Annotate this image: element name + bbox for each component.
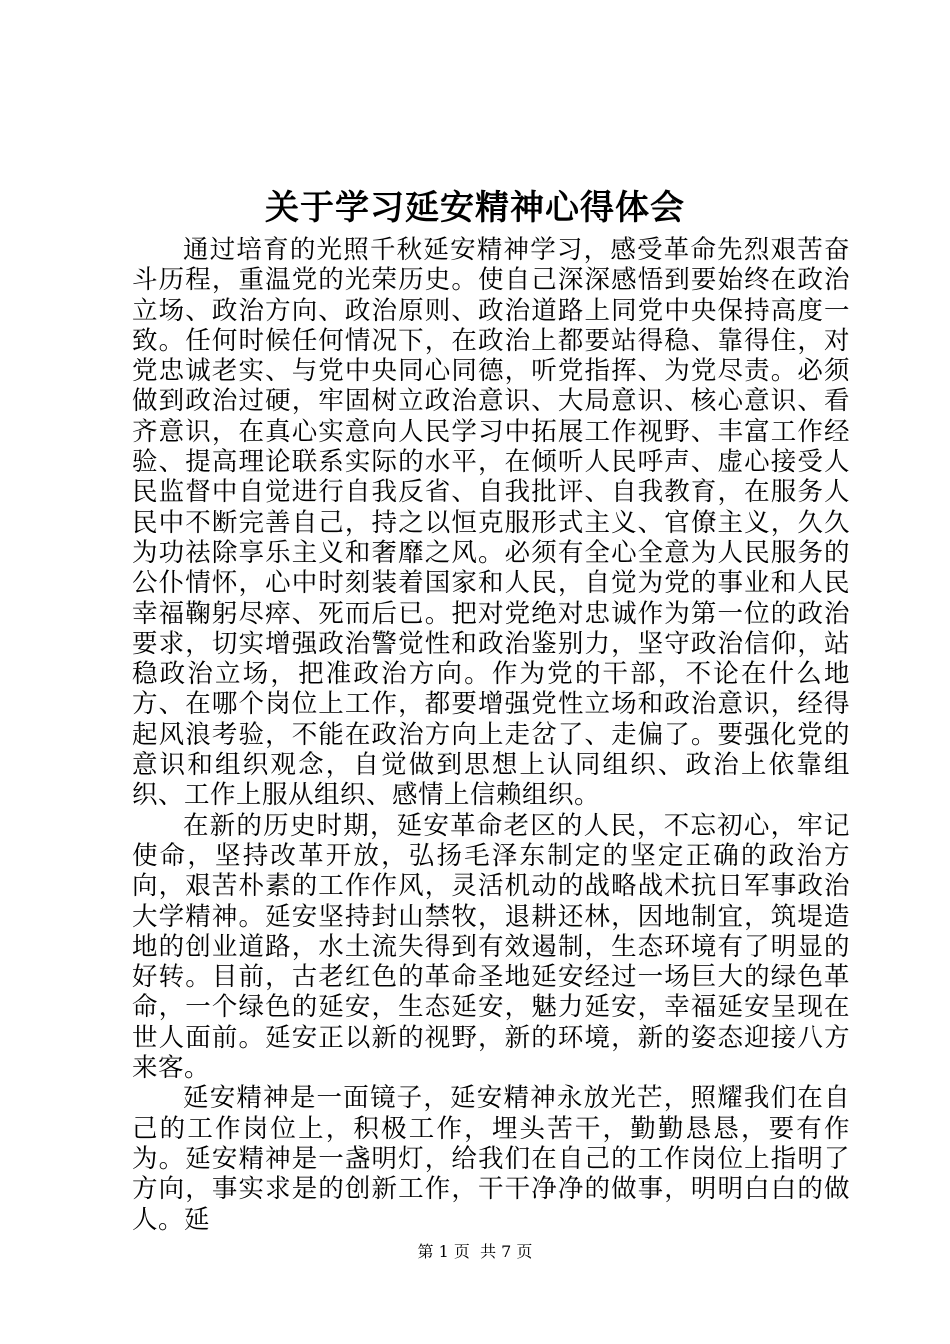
document-title: 关于学习延安精神心得体会 [265,188,685,228]
paragraph-2: 在新的历史时期，延安革命老区的人民，不忘初心，牢记使命，坚持改革开放，弘扬毛泽东制定的坚定正确的政治方向，艰苦朴素的工作作风，灵活机动的战略战术抗日军事政治大学精神。延安坚持封山禁牧，退耕还林，因地制宜，筑堤造地的创业道路，水土流失得到有效遏制，生态环境有了明显的好转。目前，古老红色的革命圣地延安经过一场巨大的绿色革命，一个绿色的延安，生态延安，魅力延安，幸福延安呈现在世人面前。延安正以新的视野，新的环境，新的姿态迎接八方来客。 [132,810,850,1084]
paragraph-3: 延安精神是一面镜子，延安精神永放光芒，照耀我们在自己的工作岗位上，积极工作，埋头苦干，勤勤恳恳，要有作为。延安精神是一盏明灯，给我们在自己的工作岗位上指明了方向，事实求是的创新工作，干干净净的做事，明明白白的做人。延 [132,1083,850,1235]
page-number-label: 第 1 页 共 7 页 [417,1242,533,1261]
paragraph-1: 通过培育的光照千秋延安精神学习，感受革命先烈艰苦奋斗历程，重温党的光荣历史。使自己深深感悟到要始终在政治立场、政治方向、政治原则、政治道路上同党中央保持高度一致。任何时候任何情况下，在政治上都要站得稳、靠得住，对党忠诚老实、与党中央同心同德，听党指挥、为党尽责。必须做到政治过硬，牢固树立政治意识、大局意识、核心意识、看齐意识，在真心实意向人民学习中拓展工作视野、丰富工作经验、提高理论联系实际的水平，在倾听人民呼声、虚心接受人民监督中自觉进行自我反省、自我批评、自我教育，在服务人民中不断完善自己，持之以恒克服形式主义、官僚主义，久久为功祛除享乐主义和奢靡之风。必须有全心全意为人民服务的公仆情怀，心中时刻装着国家和人民，自觉为党的事业和人民幸福鞠躬尽瘁、死而后已。把对党绝对忠诚作为第一位的政治要求，切实增强政治警觉性和政治鉴别力，坚守政治信仰，站稳政治立场，把准政治方向。作为党的干部，不论在什么地方、在哪个岗位上工作，都要增强党性立场和政治意识，经得起风浪考验，不能在政治方向上走岔了、走偏了。要强化党的意识和组织观念，自觉做到思想上认同组织、政治上依靠组织、工作上服从组织、感情上信赖组织。 [132,235,850,811]
document-body [132,235,850,1235]
page-footer [0,1241,950,1263]
